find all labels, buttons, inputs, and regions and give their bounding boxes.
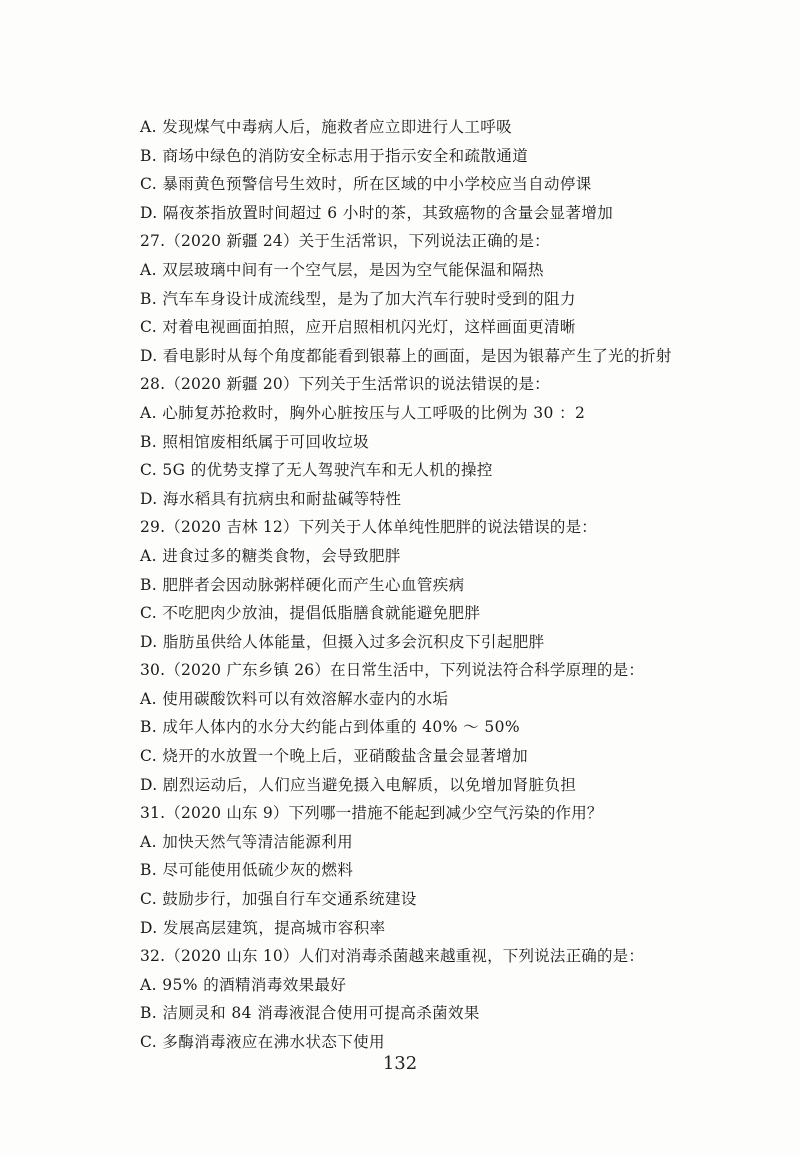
answer-option: C. 鼓励步行，加强自行车交通系统建设 bbox=[140, 890, 417, 909]
answer-option: B. 洁厕灵和 84 消毒液混合使用可提高杀菌效果 bbox=[140, 1004, 480, 1023]
answer-option: B. 成年人体内的水分大约能占到体重的 40% ～ 50% bbox=[140, 718, 521, 737]
answer-option: C. 烧开的水放置一个晚上后，亚硝酸盐含量会显著增加 bbox=[140, 747, 529, 766]
question-stem: 30.（2020 广东乡镇 26）在日常生活中，下列说法符合科学原理的是： bbox=[140, 661, 645, 680]
question-list bbox=[140, 113, 700, 1057]
answer-option: C. 多酶消毒液应在沸水状态下使用 bbox=[140, 1033, 385, 1051]
question-stem: 29.（2020 吉林 12）下列关于人体单纯性肥胖的说法错误的是： bbox=[140, 518, 597, 537]
answer-option: A. 使用碳酸饮料可以有效溶解水壶内的水垢 bbox=[140, 689, 449, 708]
answer-option: D. 剧烈运动后，人们应当避免摄入电解质，以免增加肾脏负担 bbox=[140, 775, 577, 794]
answer-option: A. 心肺复苏抢救时，胸外心脏按压与人工呼吸的比例为 30 ：2 bbox=[140, 403, 586, 422]
answer-option: D. 发展高层建筑，提高城市容积率 bbox=[140, 918, 386, 937]
answer-option: B. 肥胖者会因动脉粥样硬化而产生心血管疾病 bbox=[140, 575, 465, 594]
answer-option: C. 5G 的优势支撑了无人驾驶汽车和无人机的操控 bbox=[140, 461, 493, 480]
answer-option: C. 对着电视画面拍照，应开启照相机闪光灯，这样画面更清晰 bbox=[140, 318, 576, 337]
answer-option: B. 照相馆废相纸属于可回收垃圾 bbox=[140, 432, 370, 451]
answer-option: D. 隔夜茶指放置时间超过 6 小时的茶，其致癌物的含量会显著增加 bbox=[140, 203, 614, 222]
answer-option: D. 脂肪虽供给人体能量，但摄入过多会沉积皮下引起肥胖 bbox=[140, 632, 545, 651]
question-stem: 32.（2020 山东 10）人们对消毒杀菌越来越重视，下列说法正确的是： bbox=[140, 947, 645, 966]
question-stem: 27.（2020 新疆 24）关于生活常识，下列说法正确的是： bbox=[140, 232, 550, 251]
answer-option: D. 看电影时从每个角度都能看到银幕上的画面，是因为银幕产生了光的折射 bbox=[140, 346, 672, 365]
answer-option: A. 加快天然气等清洁能源利用 bbox=[140, 832, 354, 851]
page-number: 132 bbox=[382, 1053, 418, 1074]
answer-option: B. 商场中绿色的消防安全标志用于指示安全和疏散通道 bbox=[140, 146, 529, 165]
answer-option: C. 暴雨黄色预警信号生效时，所在区域的中小学校应当自动停课 bbox=[140, 175, 592, 194]
answer-option: A. 95% 的酒精消毒效果最好 bbox=[140, 975, 347, 994]
question-stem: 28.（2020 新疆 20）下列关于生活常识的说法错误的是： bbox=[140, 375, 550, 394]
question-stem: 31.（2020 山东 9）下列哪一措施不能起到减少空气污染的作用？ bbox=[140, 804, 603, 823]
answer-option: A. 进食过多的糖类食物，会导致肥胖 bbox=[140, 546, 401, 565]
answer-option: B. 汽车车身设计成流线型，是为了加大汽车行驶时受到的阻力 bbox=[140, 289, 576, 308]
answer-option: C. 不吃肥肉少放油，提倡低脂膳食就能避免肥胖 bbox=[140, 604, 481, 623]
answer-option: B. 尽可能使用低硫少灰的燃料 bbox=[140, 861, 354, 880]
answer-option: A. 双层玻璃中间有一个空气层，是因为空气能保温和隔热 bbox=[140, 260, 544, 279]
answer-option: A. 发现煤气中毒病人后，施救者应立即进行人工呼吸 bbox=[140, 118, 513, 136]
answer-option: D. 海水稻具有抗病虫和耐盐碱等特性 bbox=[140, 489, 402, 508]
